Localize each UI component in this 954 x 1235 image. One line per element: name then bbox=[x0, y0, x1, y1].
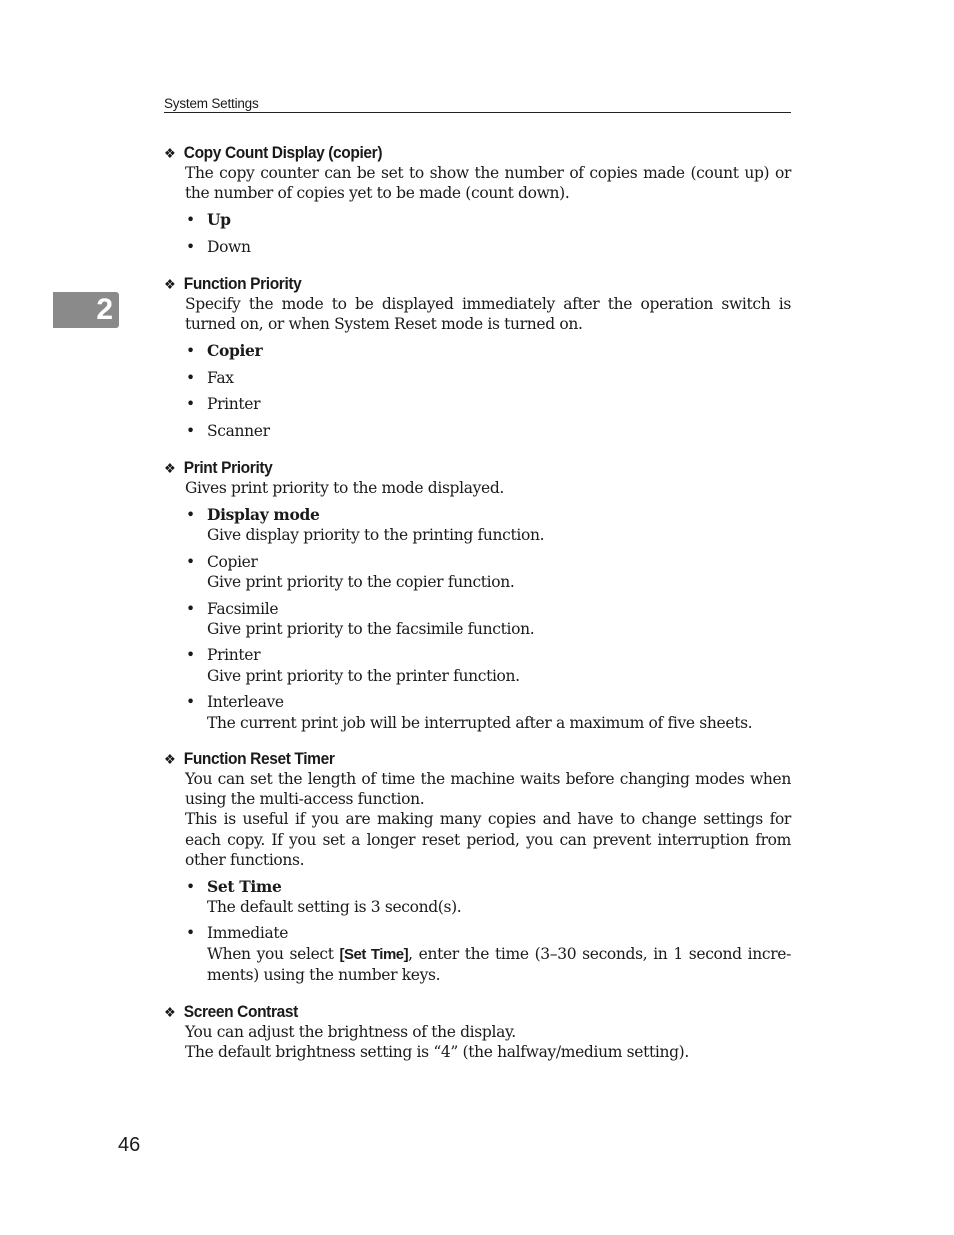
section-function-priority bbox=[164, 274, 791, 441]
chapter-tab-number: 2 bbox=[96, 293, 113, 326]
running-header-title: System Settings bbox=[164, 96, 259, 111]
option-description: Give print priority to the printer function. bbox=[207, 666, 520, 685]
option-item-printer: • Printer Give print priority to the printer function. bbox=[185, 645, 791, 685]
option-item-up: • Up bbox=[185, 210, 791, 230]
option-list bbox=[185, 505, 791, 733]
section-paragraph: The default brightness setting is “4” (the halfway/medium setting). bbox=[185, 1043, 689, 1062]
section-title: ❖ Screen Contrast bbox=[164, 1002, 298, 1021]
option-description: Give print priority to the facsimile function. bbox=[207, 619, 535, 638]
option-list bbox=[185, 210, 791, 257]
option-description: Give display priority to the printing function. bbox=[207, 525, 545, 544]
option-item-down: • Down bbox=[185, 237, 791, 257]
option-item-copier: • Copier bbox=[185, 341, 791, 361]
option-item-scanner: • Scanner bbox=[185, 421, 791, 441]
diamond-bullet-icon: ❖ bbox=[164, 275, 176, 292]
section-paragraph: The copy counter can be set to show the number of copies made (count up) or the number of copies yet to be made (count down). bbox=[185, 164, 791, 203]
option-description: The default setting is 3 second(s). bbox=[207, 897, 462, 916]
section-paragraph: You can set the length of time the machine waits before changing modes when using the multi-access function. bbox=[185, 770, 791, 809]
option-item-interleave: • Interleave The current print job will be interrupted after a maximum of five sheets. bbox=[185, 692, 791, 732]
page-number: 46 bbox=[118, 1134, 141, 1156]
section-print-priority bbox=[164, 458, 791, 733]
option-item-facsimile: • Facsimile Give print priority to the facsimile function. bbox=[185, 599, 791, 639]
section-title: ❖ Function Priority bbox=[164, 274, 302, 293]
section-title: ❖ Copy Count Display (copier) bbox=[164, 143, 383, 162]
section-title: ❖ Function Reset Timer bbox=[164, 749, 335, 768]
section-paragraph: Gives print priority to the mode displayed. bbox=[185, 479, 505, 497]
chapter-tab bbox=[53, 292, 119, 328]
set-time-key-label: [Set Time] bbox=[339, 945, 409, 963]
option-item-printer: • Printer bbox=[185, 394, 791, 414]
section-paragraph: You can adjust the brightness of the display. bbox=[185, 1023, 516, 1041]
option-item-fax: • Fax bbox=[185, 368, 791, 388]
option-description: Give print priority to the copier function. bbox=[207, 572, 515, 591]
section-paragraph: This is useful if you are making many copies and have to change settings for each copy. If you set a longer reset period, you can prevent interruption from other functions. bbox=[185, 810, 791, 869]
section-copy-count-display bbox=[164, 143, 791, 257]
option-item-immediate: • Immediate When you select [Set Time], enter the time (3–30 seconds, in 1 second incre-ments) using the number keys. bbox=[185, 923, 791, 985]
diamond-bullet-icon: ❖ bbox=[164, 750, 176, 767]
option-list bbox=[185, 341, 791, 441]
option-item-display-mode: • Display mode Give display priority to the printing function. bbox=[185, 505, 791, 545]
diamond-bullet-icon: ❖ bbox=[164, 144, 176, 161]
diamond-bullet-icon: ❖ bbox=[164, 459, 176, 476]
section-title: ❖ Print Priority bbox=[164, 458, 273, 477]
diamond-bullet-icon: ❖ bbox=[164, 1003, 176, 1020]
section-function-reset-timer bbox=[164, 749, 791, 985]
section-paragraph: Specify the mode to be displayed immediately after the operation switch is turned on, or when System Reset mode is turned on. bbox=[185, 295, 791, 334]
running-header bbox=[164, 96, 791, 113]
option-description: When you select [Set Time], enter the time (3–30 seconds, in 1 second incre-ments) using the number keys. bbox=[207, 944, 791, 984]
option-list bbox=[185, 877, 791, 986]
option-item-copier: • Copier Give print priority to the copier function. bbox=[185, 552, 791, 592]
option-description: The current print job will be interrupted after a maximum of five sheets. bbox=[207, 713, 753, 732]
section-screen-contrast bbox=[164, 1002, 791, 1062]
option-item-set-time: • Set Time The default setting is 3 second(s). bbox=[185, 877, 791, 917]
